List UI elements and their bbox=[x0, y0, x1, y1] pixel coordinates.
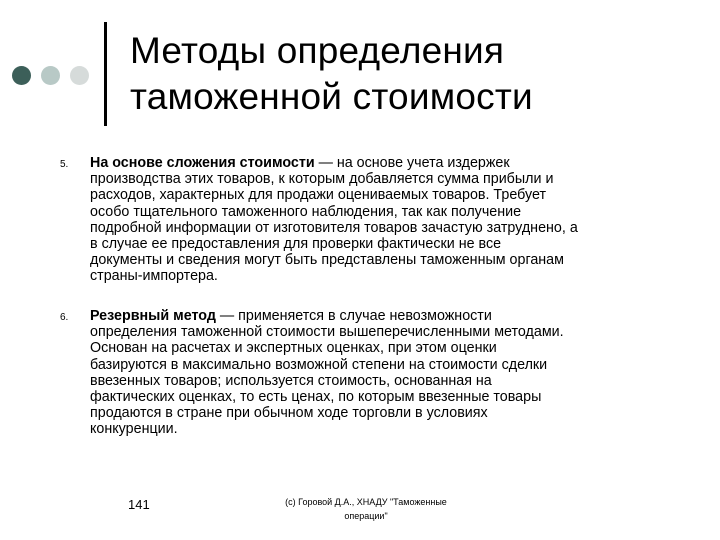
list-item-line: ввезенных товаров; используется стоимость, основанная на bbox=[90, 372, 492, 389]
decorative-dots bbox=[12, 66, 96, 86]
list-item-line: — применяется в случае невозможности bbox=[215, 308, 492, 324]
list-item-line: страны-импортера. bbox=[90, 268, 218, 285]
dot-light-icon bbox=[70, 66, 89, 85]
list-item-term: На основе сложения стоимости bbox=[90, 155, 315, 171]
list-item-line: особо тщательного таможенного наблюдения, так как получение bbox=[90, 203, 522, 220]
list-item-line: — на основе учета издержек bbox=[314, 155, 510, 171]
dot-mid-icon bbox=[41, 66, 60, 85]
list-item-number: 5. bbox=[60, 159, 69, 170]
list-item-term: Резервный метод bbox=[90, 308, 216, 324]
list-item-text bbox=[90, 308, 670, 438]
list-item-line: производства этих товаров, к которым добавляется сумма прибыли и bbox=[90, 171, 554, 188]
slide-title bbox=[130, 28, 690, 120]
list-item-line: в случае ее предоставления для проверки фактически не все bbox=[90, 236, 502, 253]
list-item-line: подробной информации от изготовителя товаров зачастую затруднено, а bbox=[90, 219, 578, 236]
title-divider bbox=[104, 22, 107, 126]
list-item-line: базируются в максимально возможной степени на стоимости сделки bbox=[90, 356, 548, 373]
footer-credit-line: операции" bbox=[344, 511, 388, 521]
list-item-text bbox=[90, 155, 670, 285]
list-item-line: определения таможенной стоимости вышеперечисленными методами. bbox=[90, 324, 564, 341]
list-item-number: 6. bbox=[60, 312, 69, 323]
list-item-cost-addition bbox=[60, 155, 680, 290]
list-item-line: документы и сведения могут быть представлены таможенным органам bbox=[90, 252, 564, 269]
list-item-reserve-method bbox=[60, 308, 680, 443]
list-item-line: продаются в стране при обычном ходе торговли в условиях bbox=[90, 405, 488, 422]
list-item-line: конкуренции. bbox=[90, 421, 178, 438]
list-item-line: расходов, характерных для продажи оцениваемых товаров. Требует bbox=[90, 187, 546, 204]
footer-credit bbox=[258, 495, 474, 523]
list-item-line: Основан на расчетах и экспертных оценках, при этом оценки bbox=[90, 340, 497, 357]
slide-title-line: Методы определения bbox=[130, 30, 505, 71]
list-item-line: фактических оценках, то есть ценах, по которым ввезенные товары bbox=[90, 389, 542, 406]
dot-dark-icon bbox=[12, 66, 31, 85]
footer-credit-line: (c) Горовой Д.А., ХНАДУ "Таможенные bbox=[285, 497, 447, 507]
page-number: 141 bbox=[128, 497, 150, 512]
slide-title-line: таможенной стоимости bbox=[130, 76, 533, 117]
